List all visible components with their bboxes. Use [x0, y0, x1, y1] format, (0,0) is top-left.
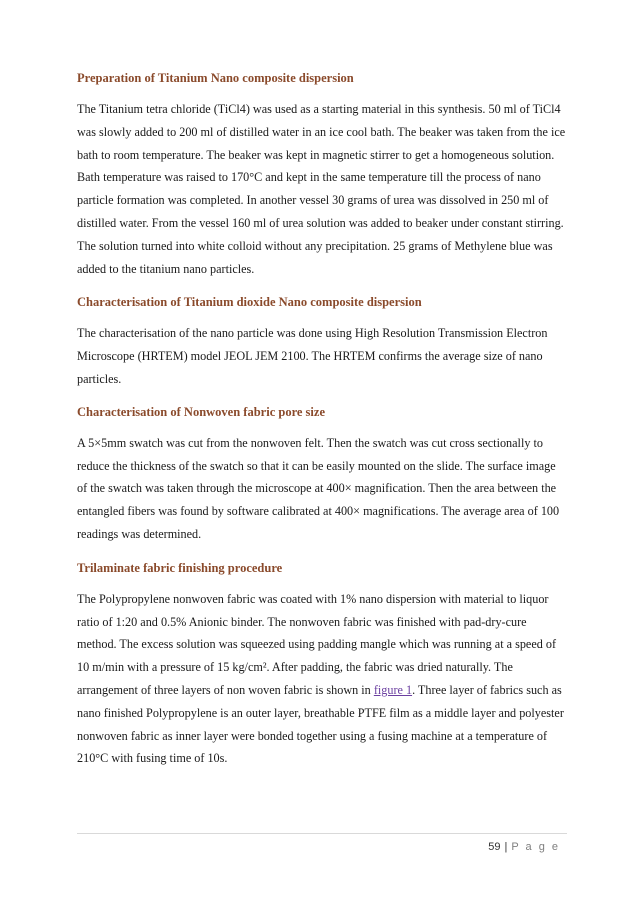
footer-divider [77, 833, 567, 834]
page-content [77, 70, 567, 784]
page-word: P a g e [511, 841, 560, 853]
paragraph-trilaminate-part1: The Polypropylene nonwoven fabric was coated with 1% nano dispersion with material to liquor ratio of 1:20 and 0.5% Anionic binder. The nonwoven fabric was finished with pad-dry-cure method. The excess solution was squeezed using padding mangle which was running at a speed of 10 m/min with a pressure of 15 kg/cm². After padding, the fabric was dried naturally. The arrangement of three layers of non woven fabric is shown in [77, 591, 557, 697]
paragraph-characterisation-nonwoven: A 5×5mm swatch was cut from the nonwoven felt. Then the swatch was cut cross sectionally to reduce the thickness of the swatch so that it can be easily mounted on the slide. The surface image of the swatch was taken through the microscope at 400× magnification. Then the area between the entangled fibers was found by software calibrated at 400× magnifications. The average area of 100 readings was determined. [77, 435, 560, 541]
section-heading-preparation: Preparation of Titanium Nano composite dispersion [77, 71, 354, 85]
section-preparation [77, 70, 567, 280]
page-number-footer [488, 841, 560, 853]
paragraph-trilaminate [77, 588, 567, 770]
paragraph-preparation: The Titanium tetra chloride (TiCl4) was used as a starting material in this synthesis. 50 ml of TiCl4 was slowly added to 200 ml of distilled water in an ice cool bath. The beaker was taken from the ice bath to room temperature. The beaker was kept in magnetic stirrer to get a homogeneous solution. Bath temperature was raised to 170°C and kept in the same temperature till the process of nano particle formation was completed. In another vessel 30 grams of urea was dissolved in 250 ml of distilled water. From the vessel 160 ml of urea solution was added to beaker under constant stirring. The solution turned into white colloid without any precipitation. 25 grams of Methylene blue was added to the titanium nano particles. [77, 102, 566, 276]
paragraph-characterisation-titanium: The characterisation of the nano particle was done using High Resolution Transmission Electron Microscope (HRTEM) model JEOL JEM 2100. The HRTEM confirms the average size of nano particles. [77, 326, 548, 386]
section-heading-characterisation-titanium: Characterisation of Titanium dioxide Nano composite dispersion [77, 295, 422, 310]
section-trilaminate [77, 560, 567, 770]
section-heading-characterisation-nonwoven: Characterisation of Nonwoven fabric pore size [77, 404, 325, 419]
page-number: 59 [488, 841, 501, 853]
figure-1-link[interactable]: figure 1 [373, 682, 413, 697]
section-characterisation-nonwoven [77, 404, 567, 546]
section-heading-trilaminate: Trilaminate fabric finishing procedure [77, 560, 283, 575]
page-number-separator: | [504, 841, 508, 853]
section-characterisation-titanium [77, 294, 567, 390]
paragraph-trilaminate-part2: . Three layer of fabrics such as nano finished Polypropylene is an outer layer, breathable PTFE film as a middle layer and polyester nonwoven fabric as inner layer were bonded together using a fusing machine at a temperature of 210°C with fusing time of 10s. [77, 682, 564, 766]
